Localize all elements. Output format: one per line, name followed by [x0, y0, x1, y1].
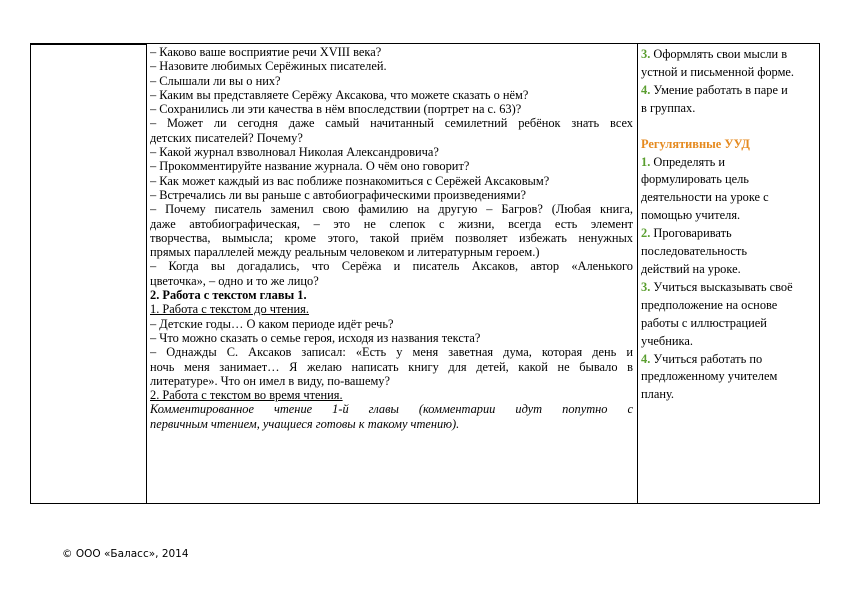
skill-line — [641, 46, 816, 64]
text-line: 2. Работа с текстом главы 1. — [150, 288, 307, 303]
skill-text: работы с иллюстрацией — [641, 315, 767, 330]
uud-column — [641, 46, 816, 404]
skill-line — [641, 100, 816, 118]
item-number: 2. — [641, 226, 651, 241]
text-line: литературе». Что он имел в виду, по-вашему? — [150, 373, 391, 388]
text-line: ночь меня занимает… Я желаю написать книгу для детей, какой не бывало в — [150, 359, 633, 374]
skill-line — [641, 386, 816, 404]
item-number: 3. — [641, 279, 651, 294]
skill-line — [641, 189, 816, 207]
text-line: – Однажды С. Аксаков записал: «Есть у меня заветная дума, которая день и — [150, 345, 633, 360]
skill-text: Оформлять свои мысли в — [653, 47, 788, 61]
skill-text: предположение на основе — [641, 297, 778, 312]
text-line: – Назовите любимых Серёжиных писателей. — [150, 59, 387, 74]
skill-line — [641, 171, 816, 189]
text-line: цветочка», – одно и то же лицо? — [150, 273, 319, 288]
skill-line — [641, 351, 816, 369]
skill-text: учебника. — [641, 333, 693, 348]
skill-text: помощью учителя. — [641, 208, 741, 223]
skill-line — [641, 154, 816, 172]
text-line: – Каким вы представляете Серёжу Аксакова, что можете сказать о нём? — [150, 87, 529, 102]
text-line: детских писателей? Почему? — [150, 130, 303, 145]
text-line: – Почему писатель заменил свою фамилию на другую – Багров? (Любая книга, — [150, 202, 633, 217]
text-line: – Слышали ли вы о них? — [150, 73, 281, 88]
skill-line — [641, 279, 816, 297]
text-line: – Встречались ли вы раньше с автобиографическими произведениями? — [150, 187, 527, 202]
skill-text: устной и письменной форме. — [641, 64, 795, 79]
skill-line — [641, 207, 816, 225]
questions-column — [150, 45, 633, 431]
text-line: – Прокомментируйте название журнала. О чём оно говорит? — [150, 159, 470, 174]
text-line: – Может ли сегодня даже самый начитанный семилетний ребёнок знать всех — [150, 116, 633, 131]
skill-text: Определять и — [653, 154, 725, 169]
text-line: прямых параллелей между реальным человеком и литературным героем.) — [150, 245, 540, 260]
skill-line — [641, 225, 816, 243]
item-number: 1. — [641, 154, 651, 169]
table-divider-1 — [146, 44, 147, 503]
skill-line — [641, 261, 816, 279]
regulatory-heading: Регулятивные УУД — [641, 136, 750, 151]
skill-text: Учиться высказывать своё — [653, 279, 793, 294]
table-border-right — [819, 44, 820, 503]
item-number: 4. — [641, 82, 651, 97]
skill-line — [641, 368, 816, 386]
text-line: – Что можно сказать о семье героя, исходя из названия текста? — [150, 330, 481, 345]
text-line: 1. Работа с текстом до чтения. — [150, 302, 309, 317]
skill-text: предложенному учителем — [641, 369, 778, 384]
text-line: Комментированное чтение 1-й главы (комментарии идут попутно с — [150, 402, 633, 417]
text-line: – Сохранились ли эти качества в нём впоследствии (портрет на с. 63)? — [150, 102, 522, 117]
text-line: – Детские годы… О каком периоде идёт речь? — [150, 316, 394, 331]
item-number: 3. — [641, 47, 651, 61]
skill-text: формулировать цель — [641, 172, 749, 187]
copyright-footer: © ООО «Баласс», 2014 — [62, 548, 189, 560]
text-line: – Как может каждый из вас поближе познакомиться с Серёжей Аксаковым? — [150, 173, 550, 188]
text-line: – Каково ваше восприятие речи XVIII века? — [150, 45, 382, 59]
skill-line — [641, 64, 816, 82]
skill-text: Учиться работать по — [653, 351, 763, 366]
skill-text: деятельности на уроке с — [641, 190, 769, 205]
skill-text: плану. — [641, 387, 674, 402]
skill-line — [641, 333, 816, 351]
skill-text: действий на уроке. — [641, 261, 741, 276]
text-line: – Какой журнал взволновал Николая Александровича? — [150, 145, 439, 160]
lesson-table — [30, 43, 820, 504]
text-line: первичным чтением, учащиеся готовы к такому чтению). — [150, 416, 460, 431]
item-number: 4. — [641, 351, 651, 366]
skill-text: в группах. — [641, 100, 696, 115]
text-line: даже автобиографическая, – это не слепок с жизни, всегда есть элемент — [150, 216, 633, 231]
text-line: – Когда вы догадались, что Серёжа и писатель Аксаков, автор «Аленького — [150, 259, 633, 274]
skill-line — [641, 243, 816, 261]
table-border-left — [30, 44, 31, 503]
skill-text: последовательность — [641, 244, 747, 259]
table-divider-2 — [637, 44, 638, 503]
skill-line — [641, 297, 816, 315]
skill-text: Проговаривать — [653, 226, 732, 241]
skill-line — [641, 82, 816, 100]
skill-text: Умение работать в паре и — [653, 82, 788, 97]
text-line: 2. Работа с текстом во время чтения. — [150, 388, 343, 403]
skill-line — [641, 315, 816, 333]
text-line: творчества, вымысла; кроме этого, такой приём позволяет избежать ненужных — [150, 230, 633, 245]
first-column-rule — [30, 44, 146, 45]
